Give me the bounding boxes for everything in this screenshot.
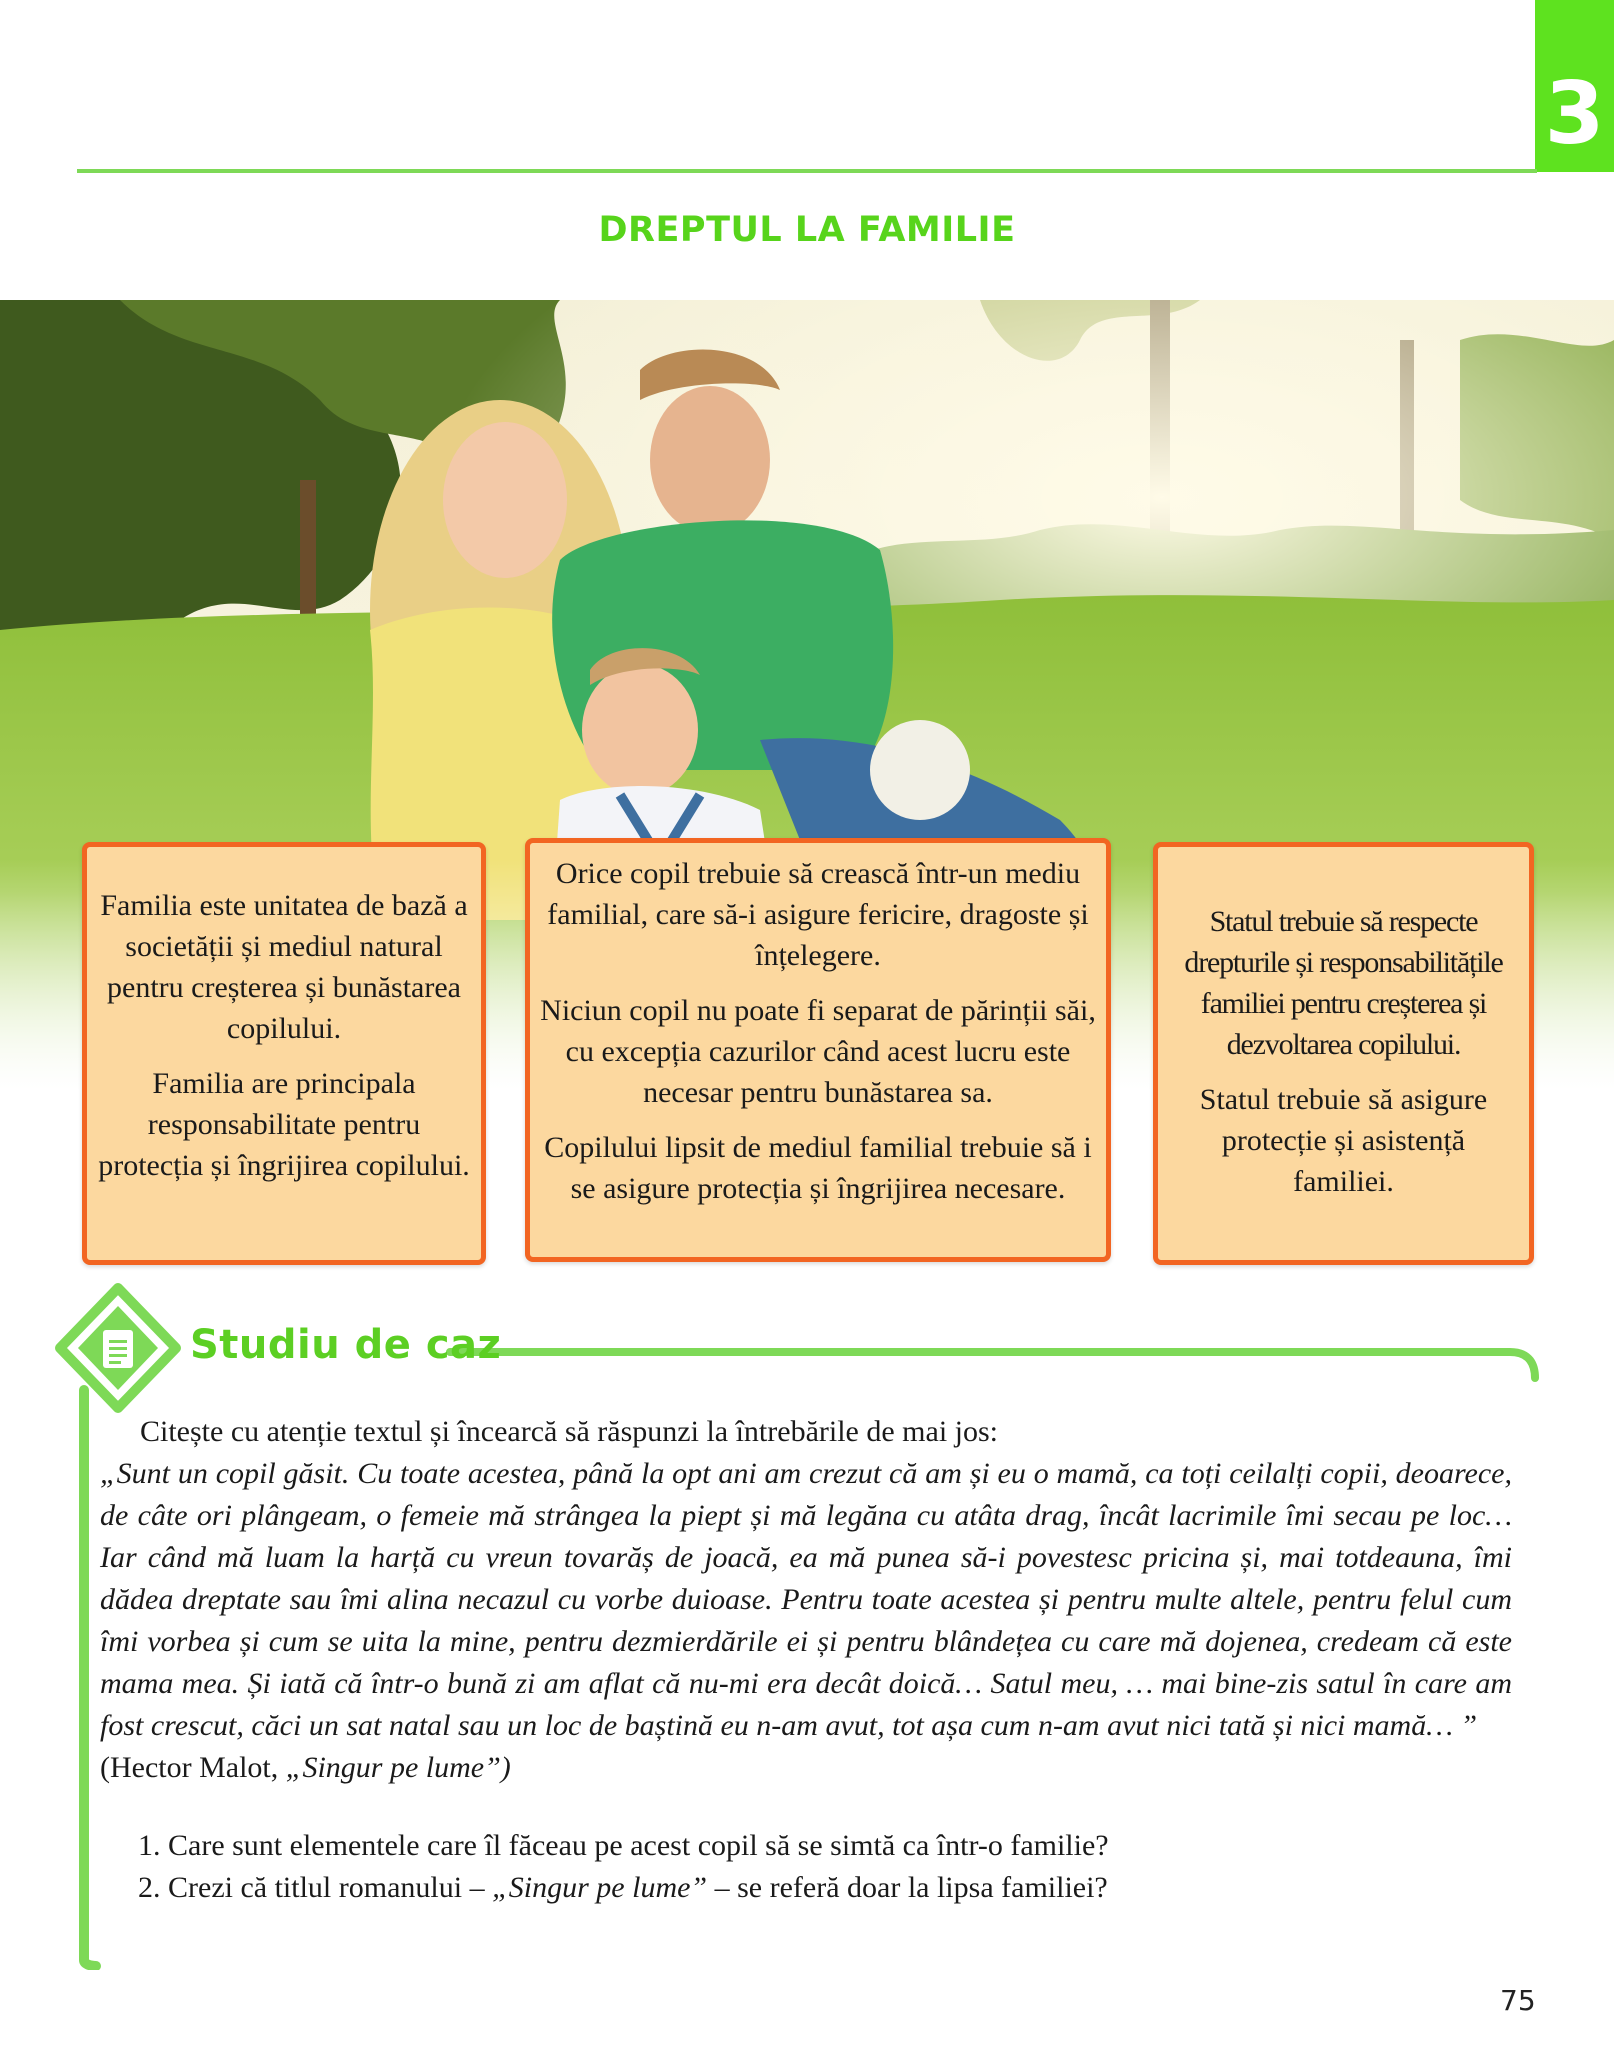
question-novel-title: „Singur pe lume”	[492, 1871, 708, 1904]
page-number: 75	[1500, 1984, 1536, 2017]
info-box-paragraph: Statul trebuie să asigure protecție și asistență familiei.	[1199, 1083, 1488, 1198]
case-study-source	[100, 1747, 1512, 1789]
question-item	[100, 1825, 1512, 1867]
info-box-state-duties	[1153, 842, 1534, 1265]
document-icon	[103, 1330, 133, 1368]
case-study-quote: „Sunt un copil găsit. Cu toate acestea, până la opt ani am crezut că am și eu o mamă, ca toți ceilalți copii, deoarece, de câte ori plângeam, o femeie mă strângea la piept și mă legăna cu atâta drag, încât lacrimile îmi secau pe loc… Iar când mă luam la harță cu vreun tovarăș de joacă, ea mă punea să-i povestesc pricina și, mai totdeauna, îmi dădea dreptate sau îmi alina necazul cu vorbe duioase. Pentru toate acestea și pentru multe altele, pentru felul cum îmi vorbea și cum se uita la mine, pentru dezmierdările ei și pentru blândețea cu care mă dojenea, credeam că este mama mea. Și iată că într-o bună zi am aflat că nu-mi era decât doică… Satul meu, … mai bine-zis satul în care am fost crescut, căci un sat natal sau un loc de baștină eu n-am avut, tot așa cum n-am avut nici tată și nici mamă… ”	[100, 1457, 1512, 1742]
info-box-family-environment	[525, 838, 1111, 1262]
question-number: 2.	[138, 1871, 161, 1904]
page-title: DREPTUL LA FAMILIE	[598, 210, 1016, 250]
source-author: (Hector Malot,	[100, 1751, 286, 1784]
question-list	[100, 1825, 1512, 1909]
info-box-paragraph: Copilului lipsit de mediul familial trebuie să i se asigure protecția și îngrijirea necesare.	[544, 1131, 1092, 1205]
question-text: Crezi că titlul romanului –	[168, 1871, 493, 1904]
info-box-paragraph: Familia are principala responsabilitate pentru protecția și îngrijirea copilului.	[98, 1067, 470, 1182]
chapter-number-tab	[1535, 0, 1614, 172]
case-study-body	[100, 1411, 1512, 1909]
case-study-heading: Studiu de caz	[190, 1322, 502, 1368]
question-number: 1.	[138, 1829, 161, 1862]
info-box-paragraph: Orice copil trebuie să crească într-un mediu familial, care să-i asigure fericire, dragoste și înțelegere.	[547, 857, 1089, 972]
question-text: Care sunt elementele care îl făceau pe acest copil să se simtă ca într-o familie?	[168, 1829, 1109, 1862]
chapter-number: 3	[1544, 64, 1605, 164]
case-study-intro: Citește cu atenție textul și încearcă să răspunzi la întrebările de mai jos:	[140, 1415, 999, 1448]
info-box-paragraph: Familia este unitatea de bază a societății și mediul natural pentru creșterea și bunăstarea copilului.	[100, 889, 468, 1045]
source-title: „Singur pe lume”)	[285, 1751, 511, 1784]
question-text-end: – se referă doar la lipsa familiei?	[707, 1871, 1108, 1904]
info-box-family-unit	[82, 842, 486, 1265]
header-rule	[77, 169, 1537, 173]
question-item	[100, 1867, 1512, 1909]
info-box-paragraph: Niciun copil nu poate fi separat de părinții săi, cu excepția cazurilor când acest lucru este necesar pentru bunăstarea sa.	[540, 994, 1096, 1109]
info-box-paragraph: Statul trebuie să respecte drepturile și responsabilitățile familiei pentru creșterea și dezvoltarea copilului.	[1184, 905, 1503, 1061]
